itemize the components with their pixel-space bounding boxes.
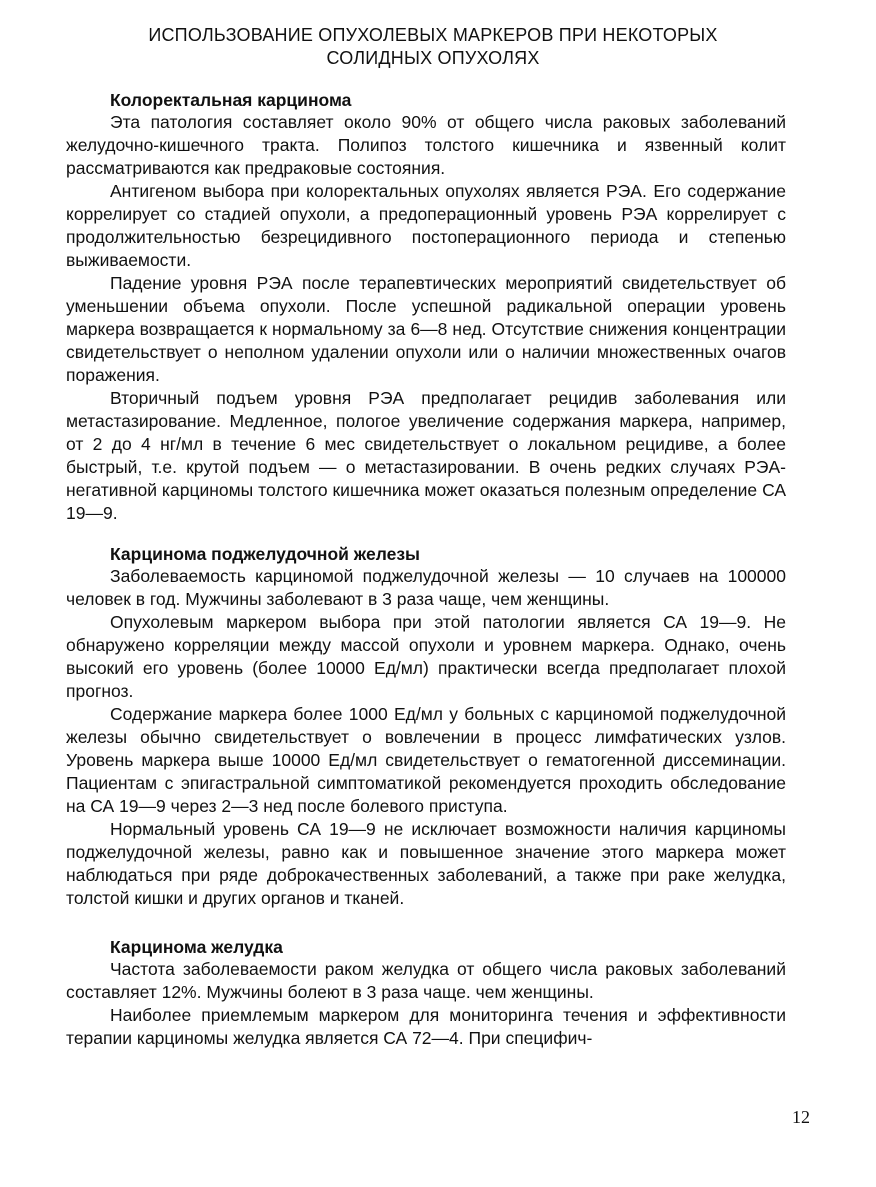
paragraph: Падение уровня РЭА после терапевтических мероприятий свидетельствует об уменьшении объема опухоли. После успешной радикальной операции уровень маркера возвращается к нормальному за 6—8 нед. Отсутствие снижения концентрации свидетельствует о неполном удалении опухоли или о наличии множественных очагов поражения.: [66, 273, 786, 385]
title-line-2: СОЛИДНЫХ ОПУХОЛЯХ: [326, 48, 540, 68]
page-title: [66, 24, 786, 70]
paragraph: Частота заболеваемости раком желудка от общего числа раковых заболеваний составляет 12%. Мужчины болеют в 3 раза чаще. чем женщины.: [66, 959, 786, 1002]
paragraph: Вторичный подъем уровня РЭА предполагает рецидив заболевания или метастазирование. Медленное, пологое увеличение содержания маркера, например, от 2 до 4 нг/мл в течение 6 мес свидетельствует о локальном рецидиве, а более быстрый, т.е. крутой подъем — о метастазировании. В очень редких случаях РЭА-негативной карциномы толстого кишечника может оказаться полезным определение СА 19—9.: [66, 388, 786, 523]
paragraph: Наиболее приемлемым маркером для мониторинга течения и эффективности терапии карциномы желудка является СА 72—4. При специфич-: [66, 1005, 786, 1048]
paragraph: Антигеном выбора при колоректальных опухолях является РЭА. Его содержание коррелирует со стадией опухоли, а предоперационный уровень РЭА коррелирует с продолжительностью безрецидивного постоперационного периода и степенью выживаемости.: [66, 181, 786, 270]
paragraph: Опухолевым маркером выбора при этой патологии является СА 19—9. Не обнаружено корреляции между массой опухоли и уровнем маркера. Однако, очень высокий его уровень (более 10000 Ед/мл) практически всегда предполагает плохой прогноз.: [66, 612, 786, 701]
paragraph: Нормальный уровень СА 19—9 не исключает возможности наличия карциномы поджелудочной железы, равно как и повышенное значение этого маркера может наблюдаться при ряде доброкачественных заболеваний, а также при раке желудка, толстой кишки и других органов и тканей.: [66, 819, 786, 908]
title-line-1: ИСПОЛЬЗОВАНИЕ ОПУХОЛЕВЫХ МАРКЕРОВ ПРИ НЕКОТОРЫХ: [148, 25, 718, 45]
section-heading: Карцинома желудка: [110, 937, 283, 957]
section-heading: Карцинома поджелудочной железы: [110, 544, 420, 564]
paragraph: Эта патология составляет около 90% от общего числа раковых заболеваний желудочно-кишечного тракта. Полипоз толстого кишечника и язвенный колит рассматриваются как предраковые состояния.: [66, 112, 786, 178]
section-heading: Колоректальная карцинома: [110, 90, 352, 110]
section-gastric-carcinoma: [66, 936, 786, 1050]
paragraph: Заболеваемость карциномой поджелудочной железы — 10 случаев на 100000 человек в год. Мужчины заболевают в 3 раза чаще, чем женщины.: [66, 566, 786, 609]
paragraph: Содержание маркера более 1000 Ед/мл у больных с карциномой поджелудочной железы обычно свидетельствует о вовлечении в процесс лимфатических узлов. Уровень маркера выше 10000 Ед/мл свидетельствует о гематогенной диссеминации. Пациентам с эпигастральной симптоматикой рекомендуется проходить обследование на СА 19—9 через 2—3 нед после болевого приступа.: [66, 704, 786, 816]
page-number: 12: [792, 1107, 810, 1127]
section-pancreatic-carcinoma: [66, 543, 786, 910]
page-content: [66, 24, 786, 1050]
section-colorectal-carcinoma: [66, 89, 786, 525]
